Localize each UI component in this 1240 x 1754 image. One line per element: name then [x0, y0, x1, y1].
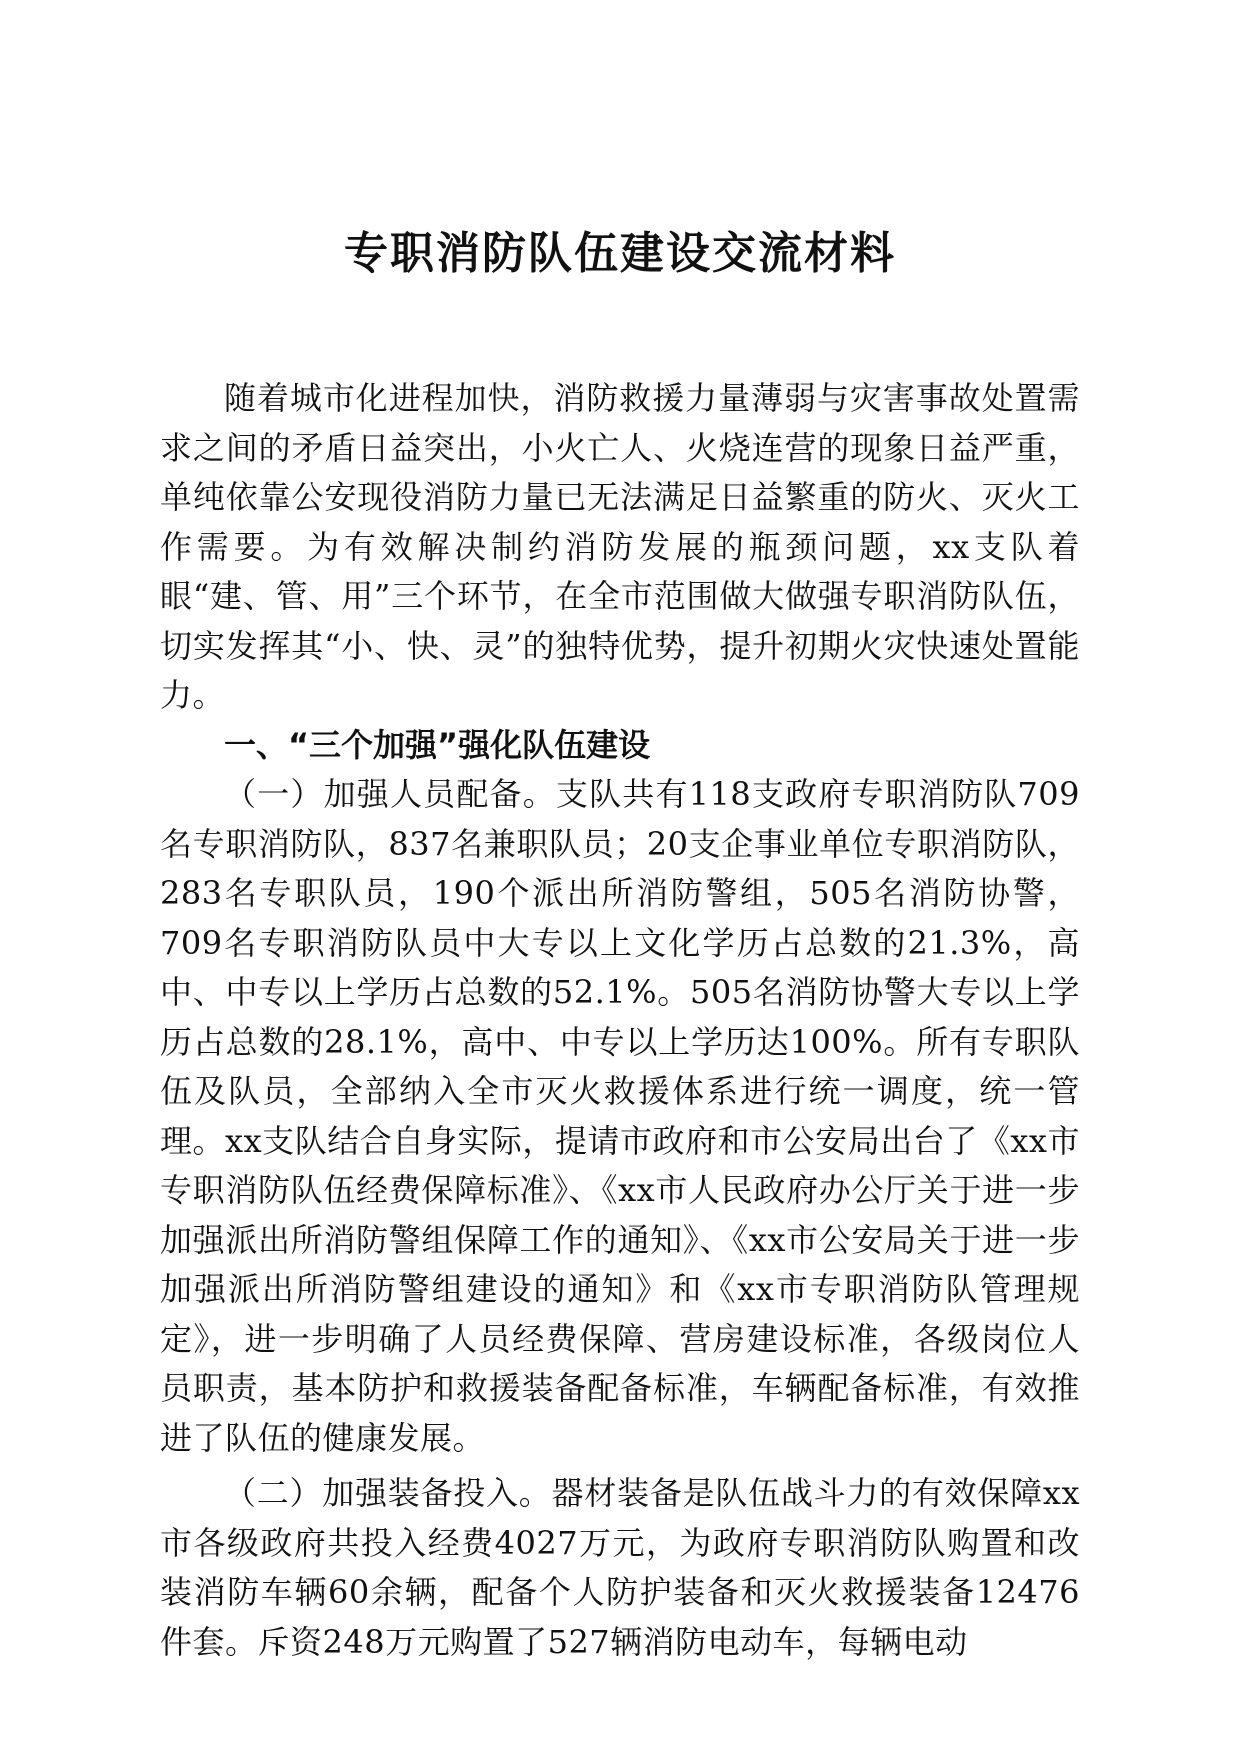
intro-paragraph: 随着城市化进程加快，消防救援力量薄弱与灾害事故处置需求之间的矛盾日益突出，小火亡人、火烧连营的现象日益严重，单纯依靠公安现役消防力量已无法满足日益繁重的防火、灭火工作需要。为有效解决制约消防发展的瓶颈问题，xx支队着眼“建、管、用”三个环节，在全市范围做大做强专职消防队伍，切实发挥其“小、快、灵”的独特优势，提升初期火灾快速处置能力。 — [160, 379, 1080, 714]
section1-paragraph-1: （一）加强人员配备。支队共有118支政府专职消防队709名专职消防队，837名兼职队员；20支企事业单位专职消防队，283名专职队员，190个派出所消防警组，505名消防协警，709名专职消防队员中大专以上文化学历占总数的21.3%，高中、中专以上学历占总数的52.1%。505名消防协警大专以上学历占总数的28.1%，高中、中专以上学历达100%。所有专职队伍及队员，全部纳入全市灭火救援体系进行统一调度，统一管理。xx支队结合自身实际，提请市政府和市公安局出台了《xx市专职消防队伍经费保障标准》、《xx市人民政府办公厅关于进一步加强派出所消防警组保障工作的通知》、《xx市公安局关于进一步加强派出所消防警组建设的通知》和《xx市专职消防队管理规定》，进一步明确了人员经费保障、营房建设标准，各级岗位人员职责，基本防护和救援装备配备标准，车辆配备标准，有效推进了队伍的健康发展。 — [160, 775, 1080, 1457]
section-heading-1: 一、“三个加强”强化队伍建设 — [224, 725, 651, 764]
section1-paragraph-2: （二）加强装备投入。器材装备是队伍战斗力的有效保障xx市各级政府共投入经费4027万元，为政府专职消防队购置和改装消防车辆60余辆，配备个人防护装备和灭火救援装备12476件套。斥资248万元购置了527辆消防电动车，每辆电动 — [160, 1474, 1080, 1661]
document-title: 专职消防队伍建设交流材料 — [344, 228, 896, 279]
document-body — [160, 374, 1080, 1667]
